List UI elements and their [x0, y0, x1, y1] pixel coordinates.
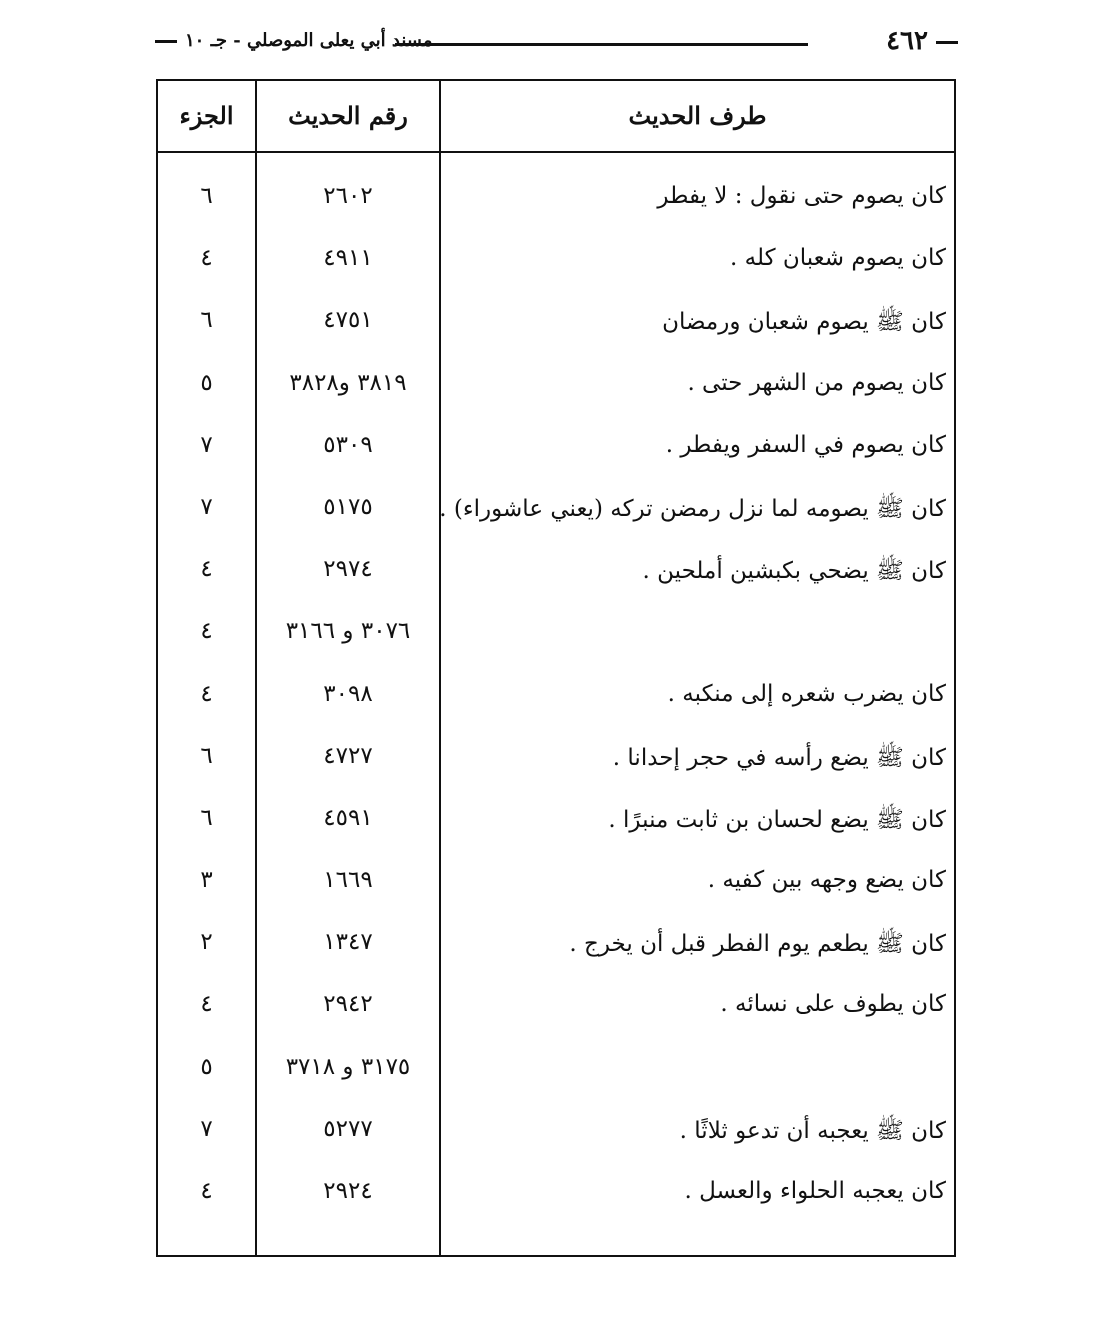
part-number: ٤ [200, 1178, 213, 1204]
hadith-text: كان يصوم في السفر ويفطر . [665, 431, 946, 458]
hadith-text: كان يصوم حتى نقول : لا يفطر [657, 183, 946, 209]
table-row [158, 426, 954, 488]
table-row [158, 799, 954, 861]
hadith-text: كان ﷺ يعجبه أن تدعو ثلاثًا . [679, 1117, 946, 1144]
part-number: ٧ [200, 493, 213, 520]
part-number: ٦ [200, 742, 213, 769]
hadith-text: كان يضع وجهه بين كفيه . [707, 867, 946, 894]
part-number: ٣ [200, 867, 213, 894]
part-number: ٢ [200, 929, 213, 956]
table-row [158, 675, 954, 737]
page-number-text: ٤٦٢ [886, 26, 928, 56]
table-row [158, 1172, 954, 1234]
hadith-number: ١٦٦٩ [323, 867, 373, 894]
hadith-number: ٣٠٧٦ و ٣١٦٦ [285, 618, 411, 645]
part-number: ٤ [200, 618, 213, 645]
hadith-number: ٤٧٥١ [323, 307, 373, 334]
part-number: ٤ [200, 245, 213, 272]
hadith-text: كان ﷺ يصوم شعبان ورمضان [662, 309, 946, 336]
part-number: ٧ [200, 431, 213, 458]
part-number: ٤ [200, 556, 213, 583]
table-row [158, 239, 954, 301]
hadith-number: ٥٣٠٩ [323, 431, 373, 458]
hadith-number: ٣١٧٥ و ٣٧١٨ [285, 1053, 411, 1080]
table-row [158, 1110, 954, 1172]
column-header-number: رقم الحديث [288, 101, 408, 130]
table-body [158, 177, 954, 1234]
table-row [158, 861, 954, 923]
table-row [158, 364, 954, 426]
hadith-number: ٤٥٩١ [323, 804, 373, 831]
part-number: ٦ [200, 307, 213, 334]
hadith-text: كان يضرب شعره إلى منكبه . [667, 680, 946, 707]
part-number: ٧ [200, 1115, 213, 1142]
table-row [158, 301, 954, 363]
part-number: ٦ [200, 804, 213, 831]
hadith-text: كان ﷺ يطعم يوم الفطر قبل أن يخرج . [569, 931, 946, 958]
hadith-number: ٣٠٩٨ [323, 680, 373, 707]
part-number: ٥ [200, 369, 213, 396]
index-table [156, 79, 956, 1257]
table-row [158, 550, 954, 612]
column-header-hadith: طرف الحديث [628, 101, 767, 130]
hadith-number: ٢٩٢٤ [323, 1178, 373, 1204]
book-title [155, 30, 433, 51]
part-number: ٤ [200, 991, 213, 1018]
hadith-text: كان يصوم من الشهر حتى . [687, 369, 946, 396]
hadith-text: كان ﷺ يضحي بكبشين أملحين . [642, 558, 946, 585]
part-number: ٥ [200, 1053, 213, 1080]
table-row [158, 612, 954, 674]
table-row [158, 1048, 954, 1110]
header-divider [158, 151, 954, 153]
part-number: ٤ [200, 680, 213, 707]
table-row [158, 177, 954, 239]
hadith-number: ٤٩١١ [323, 245, 373, 272]
page-number [886, 26, 958, 56]
hadith-number: ٢٩٧٤ [323, 556, 373, 583]
hadith-text: كان ﷺ يصومه لما نزل رمضن تركه (يعني عاشوراء) . [439, 495, 946, 522]
table-row [158, 923, 954, 985]
hadith-text: كان ﷺ يضع رأسه في حجر إحدانا . [612, 744, 946, 771]
hadith-number: ٤٧٢٧ [323, 742, 373, 769]
hadith-text: كان يعجبه الحلواء والعسل . [684, 1178, 946, 1204]
table-row [158, 985, 954, 1047]
part-number: ٦ [200, 183, 213, 209]
hadith-number: ٥١٧٥ [323, 493, 373, 520]
hadith-number: ٢٩٤٢ [323, 991, 373, 1018]
hadith-number: ١٣٤٧ [323, 929, 373, 956]
hadith-text: كان يصوم شعبان كله . [730, 245, 946, 272]
book-title-text: مسند أبي يعلى الموصلي - جـ ١٠ [185, 30, 433, 51]
hadith-text: كان يطوف على نسائه . [720, 991, 946, 1018]
header-rule [395, 43, 808, 46]
hadith-number: ٥٢٧٧ [323, 1115, 373, 1142]
table-row [158, 488, 954, 550]
column-header-part: الجزء [179, 101, 234, 130]
table-row [158, 737, 954, 799]
hadith-number: ٣٨١٩ و٣٨٢٨ [289, 369, 407, 396]
page-header [155, 26, 958, 62]
hadith-number: ٢٦٠٢ [323, 183, 373, 209]
hadith-text: كان ﷺ يضع لحسان بن ثابت منبرًا . [608, 806, 946, 833]
